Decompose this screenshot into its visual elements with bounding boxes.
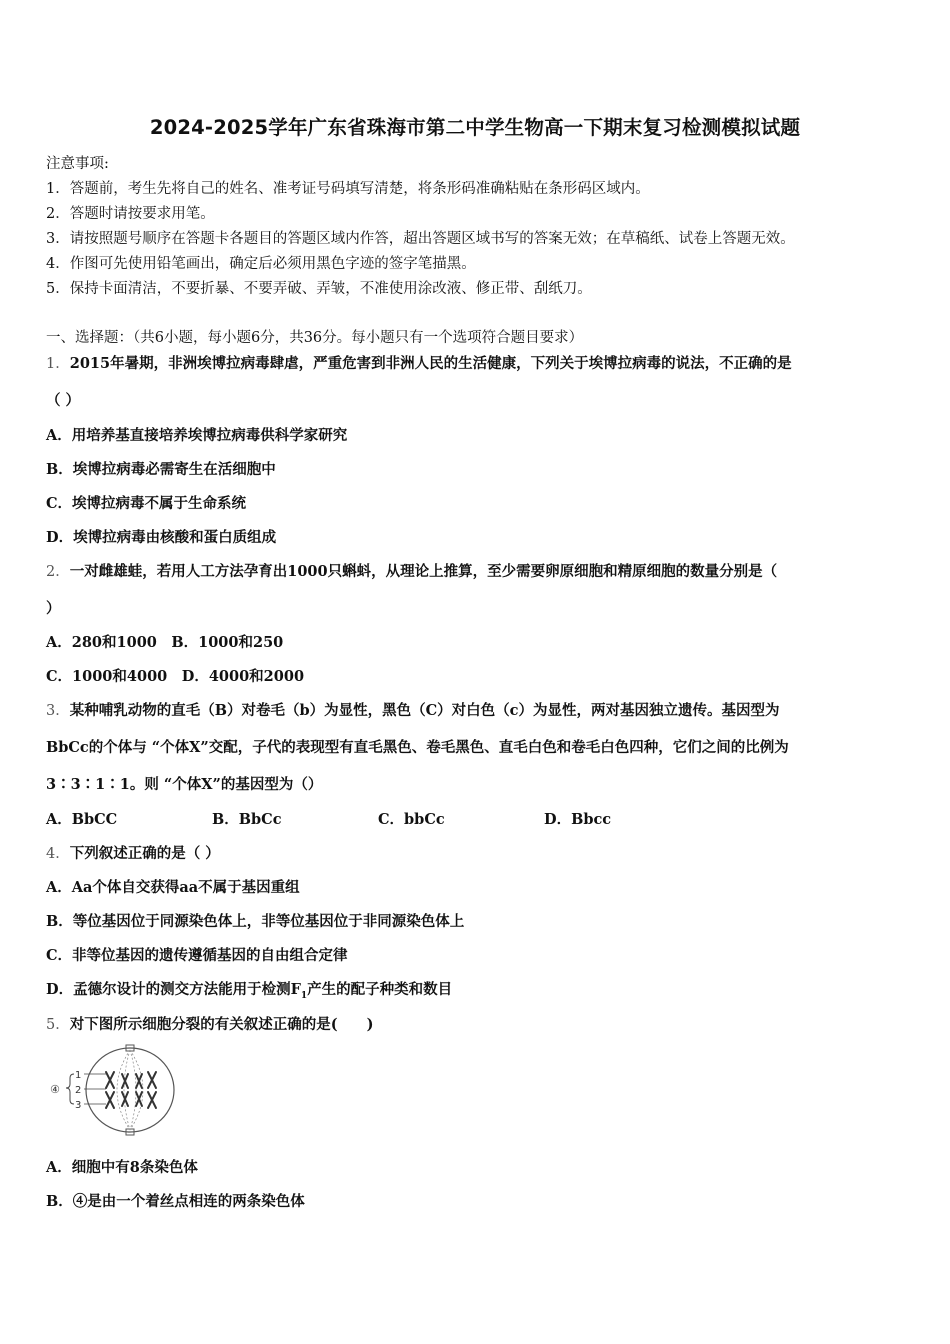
question-5-option-a: A．细胞中有8条染色体 xyxy=(46,1159,198,1176)
question-1-option-d: D．埃博拉病毒由核酸和蛋白质组成 xyxy=(46,529,277,546)
question-3-stem-line-3: 3∶3∶1∶1。则 “个体X”的基因型为（） xyxy=(46,776,323,793)
question-1-option-b: B．埃博拉病毒必需寄生在活细胞中 xyxy=(46,461,276,478)
question-5-stem xyxy=(46,1013,373,1034)
question-2-options-ab: A．280和1000 B．1000和250 xyxy=(46,634,284,651)
question-1-stem xyxy=(46,352,792,373)
question-5-text: 对下图所示细胞分裂的有关叙述正确的是( ) xyxy=(69,1016,374,1033)
notice-item-2: 2．答题时请按要求用笔。 xyxy=(46,206,215,222)
question-4-option-c: C．非等位基因的遗传遵循基因的自由组合定律 xyxy=(46,947,348,964)
notice-item-5: 5．保持卡面清洁，不要折暴、不要弄破、弄皱，不准使用涂改液、修正带、刮纸刀。 xyxy=(46,281,592,297)
label-4: ④ xyxy=(50,1083,60,1096)
section-heading: 一、选择题：（共6小题，每小题6分，共36分。每小题只有一个选项符合题目要求） xyxy=(46,330,584,346)
notice-item-3: 3．请按照题号顺序在答题卡各题目的答题区域内作答，超出答题区域书写的答案无效；在草稿纸、试卷上答题无效。 xyxy=(46,231,795,247)
question-1-option-a: A．用培养基直接培养埃博拉病毒供科学家研究 xyxy=(46,427,348,444)
question-4-option-a: A．Aa个体自交获得aa不属于基因重组 xyxy=(46,879,300,896)
question-2-options-cd: C．1000和4000 D．4000和2000 xyxy=(46,668,305,685)
cell-division-figure xyxy=(44,1044,180,1136)
question-4-subscript: 1 xyxy=(300,990,308,1001)
label-2: 2 xyxy=(75,1085,82,1096)
notice-item-4: 4．作图可先使用铅笔画出，确定后必须用黑色字迹的签字笔描黑。 xyxy=(46,256,476,272)
question-2-stem xyxy=(46,560,777,581)
question-3-option-d: D．Bbcc xyxy=(544,811,612,828)
page-title: 2024-2025学年广东省珠海市第二中学生物高一下期末复习检测模拟试题 xyxy=(149,116,801,139)
question-3-text: 某种哺乳动物的直毛（B）对卷毛（b）为显性，黑色（C）对白色（c）为显性，两对基因独立遗传。基因型为 xyxy=(69,702,780,719)
question-3-option-b: B．BbCc xyxy=(212,811,282,828)
label-1: 1 xyxy=(75,1070,82,1081)
question-4-text: 下列叙述正确的是（ ） xyxy=(69,845,220,862)
label-brace xyxy=(66,1074,74,1104)
question-1-option-c: C．埃博拉病毒不属于生命系统 xyxy=(46,495,247,512)
question-1-bracket: （ ） xyxy=(46,392,81,409)
cell-membrane xyxy=(86,1048,174,1132)
question-1-number: 1． xyxy=(46,356,70,372)
chromosomes xyxy=(106,1072,156,1108)
question-3-number: 3． xyxy=(46,703,70,719)
notice-heading: 注意事项: xyxy=(46,156,109,172)
question-2-bracket: ） xyxy=(46,600,61,617)
question-2-number: 2． xyxy=(46,564,70,580)
question-1-text: 2015年暑期，非洲埃博拉病毒肆虐，严重危害到非洲人民的生活健康，下列关于埃博拉病毒的说法，不正确的是 xyxy=(69,355,792,372)
question-4-stem xyxy=(46,842,220,863)
question-4-option-d-text: D．孟德尔设计的测交方法能用于检测F xyxy=(46,981,301,998)
question-5-number: 5． xyxy=(46,1017,70,1033)
question-4-option-d-rest: 产生的配子种类和数目 xyxy=(307,981,453,998)
question-3-stem-line-2: BbCc的个体与 “个体X”交配，子代的表现型有直毛黑色、卷毛黑色、直毛白色和卷毛白色四种，它们之间的比例为 xyxy=(46,739,789,756)
spindle-fibers xyxy=(117,1050,143,1130)
question-4-number: 4． xyxy=(46,846,70,862)
notice-item-1: 1．答题前，考生先将自己的姓名、准考证号码填写清楚，将条形码准确粘贴在条形码区域内。 xyxy=(46,181,650,197)
question-5-option-b: B．④是由一个着丝点相连的两条染色体 xyxy=(46,1193,305,1210)
question-4-option-b: B．等位基因位于同源染色体上，非等位基因位于非同源染色体上 xyxy=(46,913,465,930)
question-3-options xyxy=(46,808,710,829)
question-3-option-a: A．BbCC xyxy=(46,811,118,828)
question-3-stem xyxy=(46,699,780,720)
label-3: 3 xyxy=(75,1100,82,1111)
question-2-text: 一对雌雄蛙，若用人工方法孕育出1000只蝌蚪，从理论上推算，至少需要卵原细胞和精原细胞的数量分别是（ xyxy=(69,563,778,580)
question-4-option-d xyxy=(46,978,452,1001)
question-3-option-c: C．bbCc xyxy=(378,811,445,828)
